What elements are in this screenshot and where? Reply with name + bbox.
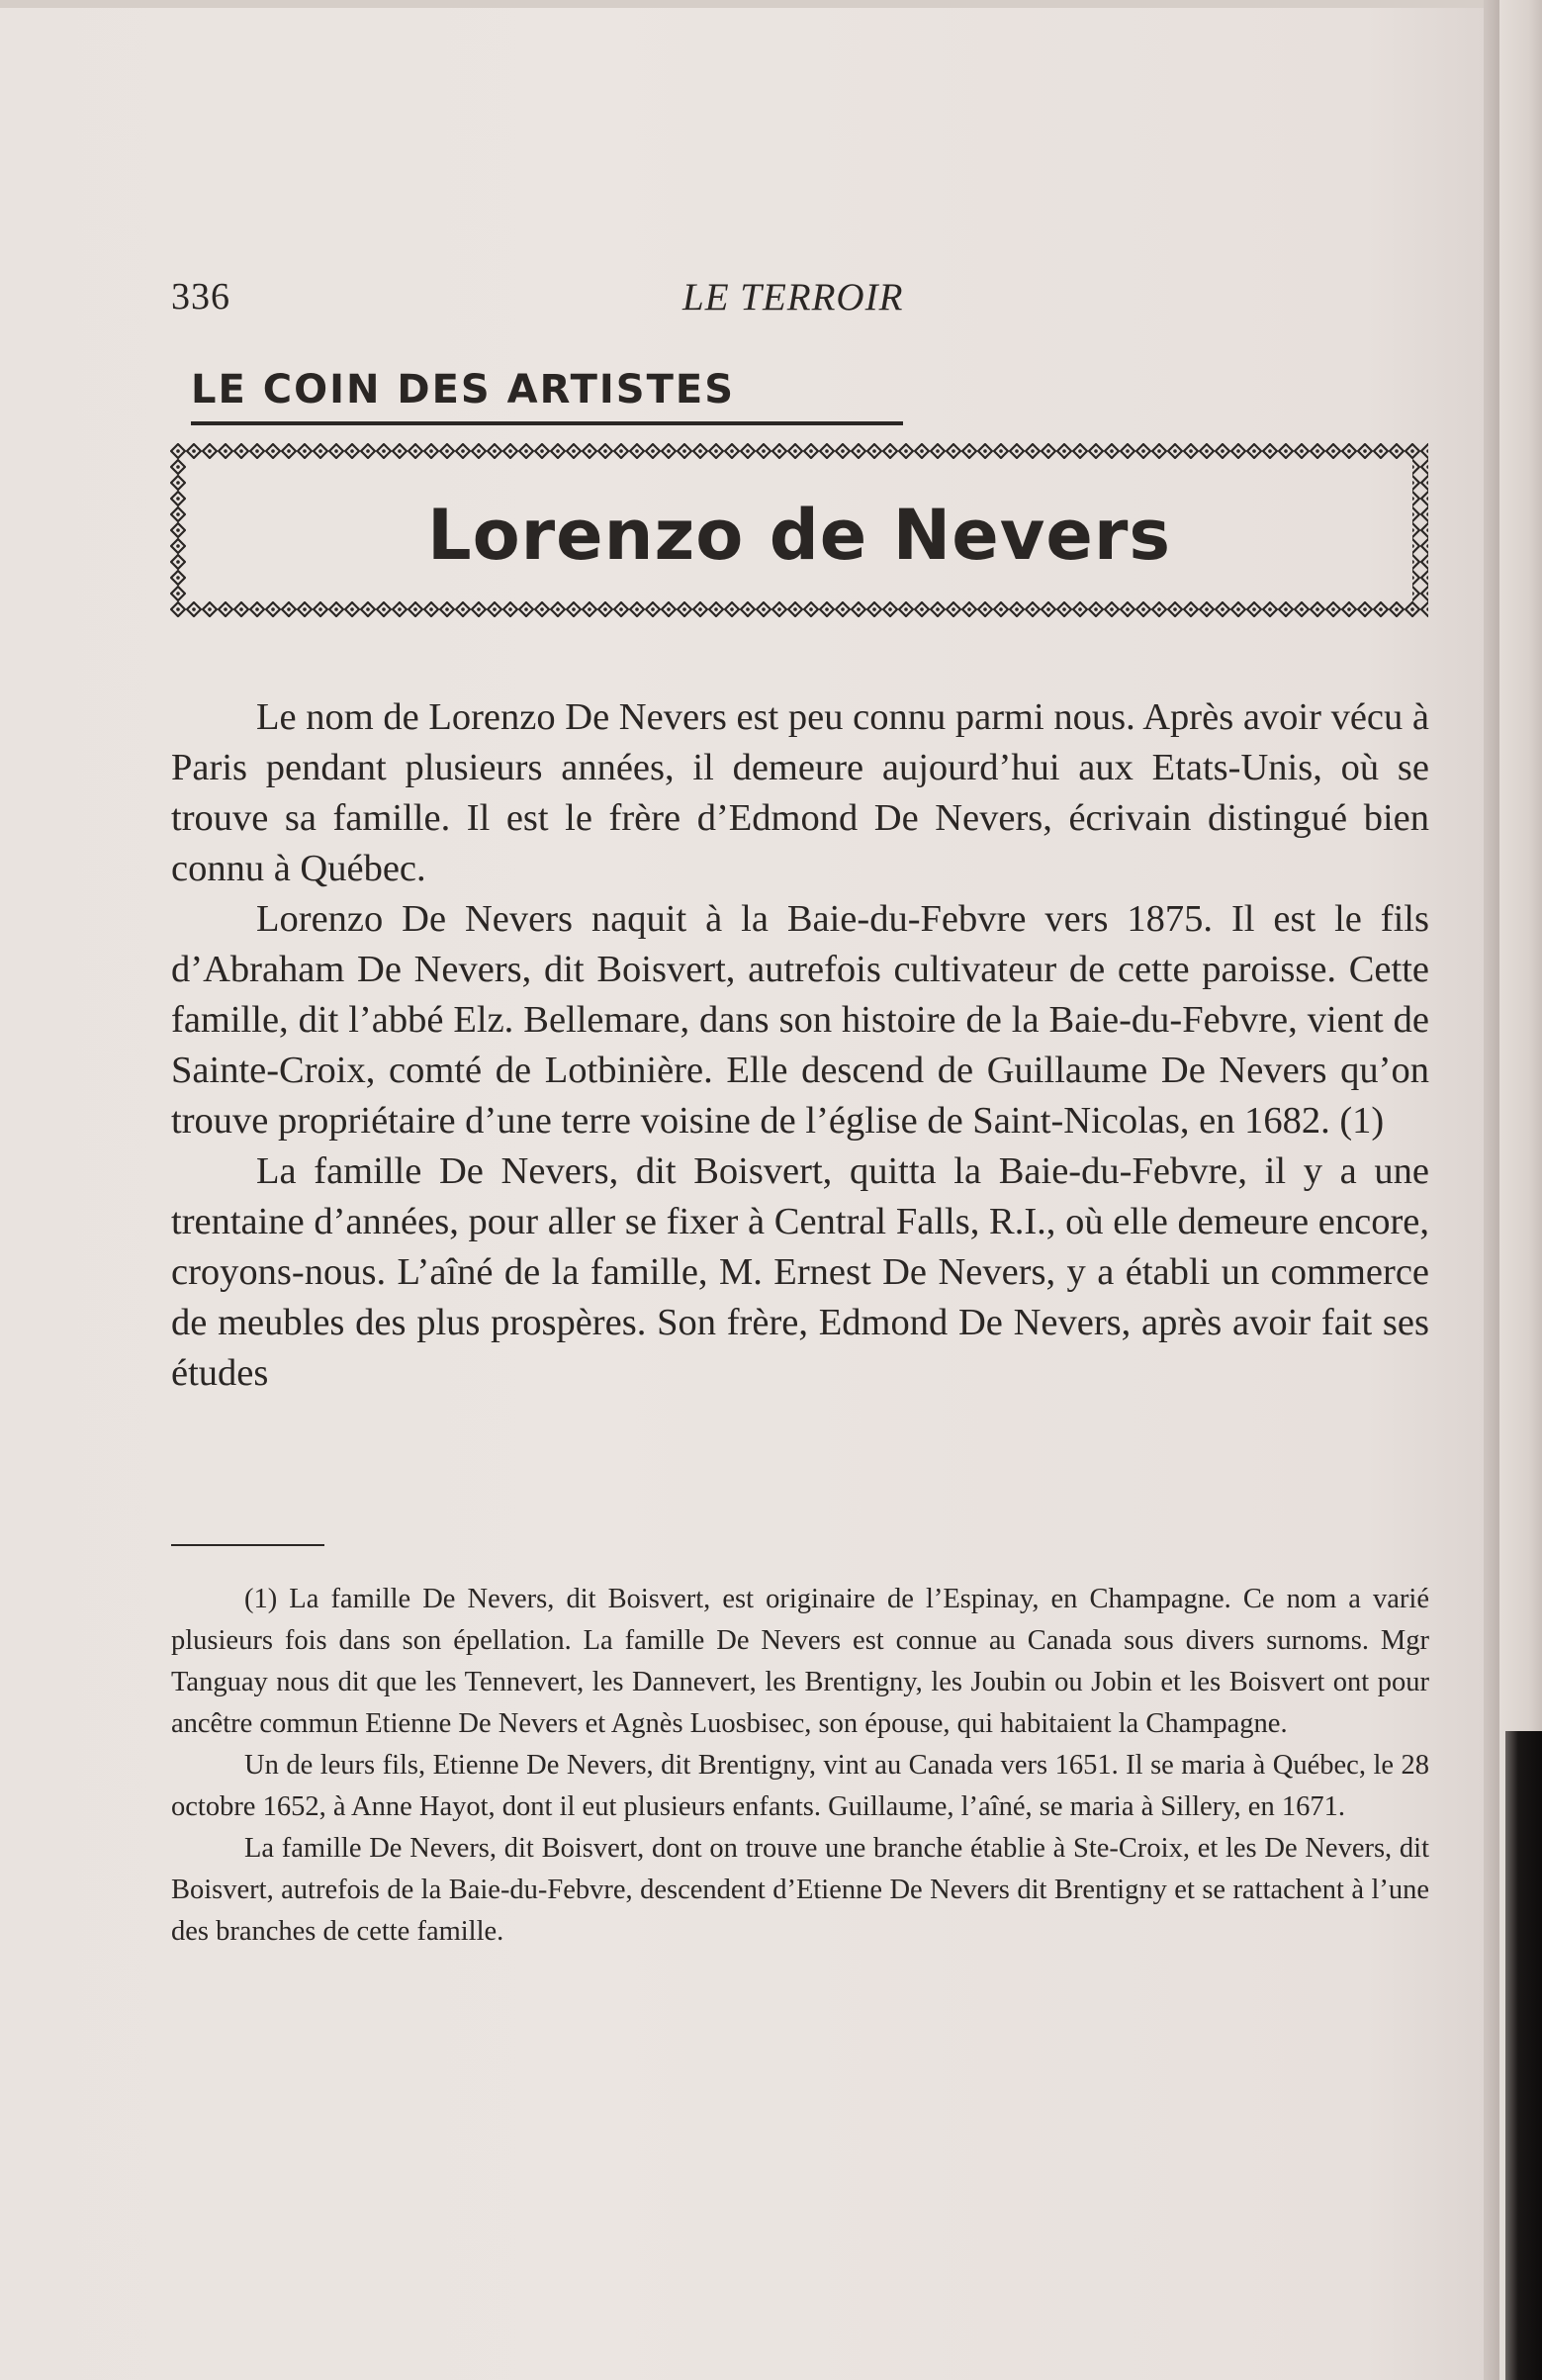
footnote-paragraph: La famille De Nevers, dit Boisvert, dont on trouve une branche établie à Ste-Croix, et les De Nevers, dit Boisvert, autrefois de la Baie-du-Febvre, descendent d’Etienne De Nevers dit Brentigny et se rattachent à l’une des branches de cette famille. <box>171 1833 1429 1947</box>
running-head <box>171 275 1429 324</box>
footnotes <box>171 1579 1429 1953</box>
footnote-paragraph: Un de leurs fils, Etienne De Nevers, dit Brentigny, vint au Canada vers 1651. Il se maria à Québec, le 28 octobre 1652, à Anne Hayot, dont il eut plusieurs enfants. Guillaume, l’aîné, se maria à Sillery, en 1671. <box>171 1750 1429 1822</box>
page-top-edge <box>0 0 1484 8</box>
title-frame <box>170 443 1428 617</box>
page-number: 336 <box>171 276 230 318</box>
body-paragraph: Le nom de Lorenzo De Nevers est peu connu parmi nous. Après avoir vécu à Paris pendant plusieurs années, il demeure aujourd’hui aux Etats-Unis, où se trouve sa famille. Il est le frère d’Edmond De Nevers, écrivain distingué bien connu à Québec. <box>171 696 1429 889</box>
gutter-shadow <box>1484 0 1499 2380</box>
article-title: Lorenzo de Nevers <box>426 495 1172 576</box>
body-paragraph: La famille De Nevers, dit Boisvert, quitta la Baie-du-Febvre, il y a une trentaine d’années, pour aller se fixer à Central Falls, R.I., où elle demeure encore, croyons-nous. L’aîné de la famille, M. Ernest De Nevers, y a établi un commerce de meubles des plus prospères. Son frère, Edmond De Nevers, après avoir fait ses études <box>171 1150 1429 1394</box>
section-heading: LE COIN DES ARTISTES <box>191 370 903 425</box>
footnote-divider <box>171 1544 324 1546</box>
body-paragraph: Lorenzo De Nevers naquit à la Baie-du-Febvre vers 1875. Il est le fils d’Abraham De Nevers, dit Boisvert, autrefois cultivateur de cette paroisse. Cette famille, dit l’abbé Elz. Bellemare, dans son histoire de la Baie-du-Febvre, vient de Sainte-Croix, comté de Lotbinière. Elle descend de Guillaume De Nevers qu’on trouve propriétaire d’une terre voisine de l’église de Saint-Nicolas, en 1682. (1) <box>171 898 1429 1142</box>
scanner-dark-edge <box>1505 1731 1542 2380</box>
footnote-paragraph: (1) La famille De Nevers, dit Boisvert, est originaire de l’Espinay, en Champagne. Ce nom a varié plusieurs fois dans son épellation. La famille De Nevers est connue au Canada sous divers surnoms. Mgr Tanguay nous dit que les Tennevert, les Dannevert, les Brentigny, les Joubin ou Jobin et les Boisvert ont pour ancêtre commun Etienne De Nevers et Agnès Luosbisec, son épouse, qui habitaient la Champagne. <box>171 1584 1429 1739</box>
journal-title: LE TERROIR <box>682 276 904 319</box>
article-body <box>171 692 1429 1399</box>
